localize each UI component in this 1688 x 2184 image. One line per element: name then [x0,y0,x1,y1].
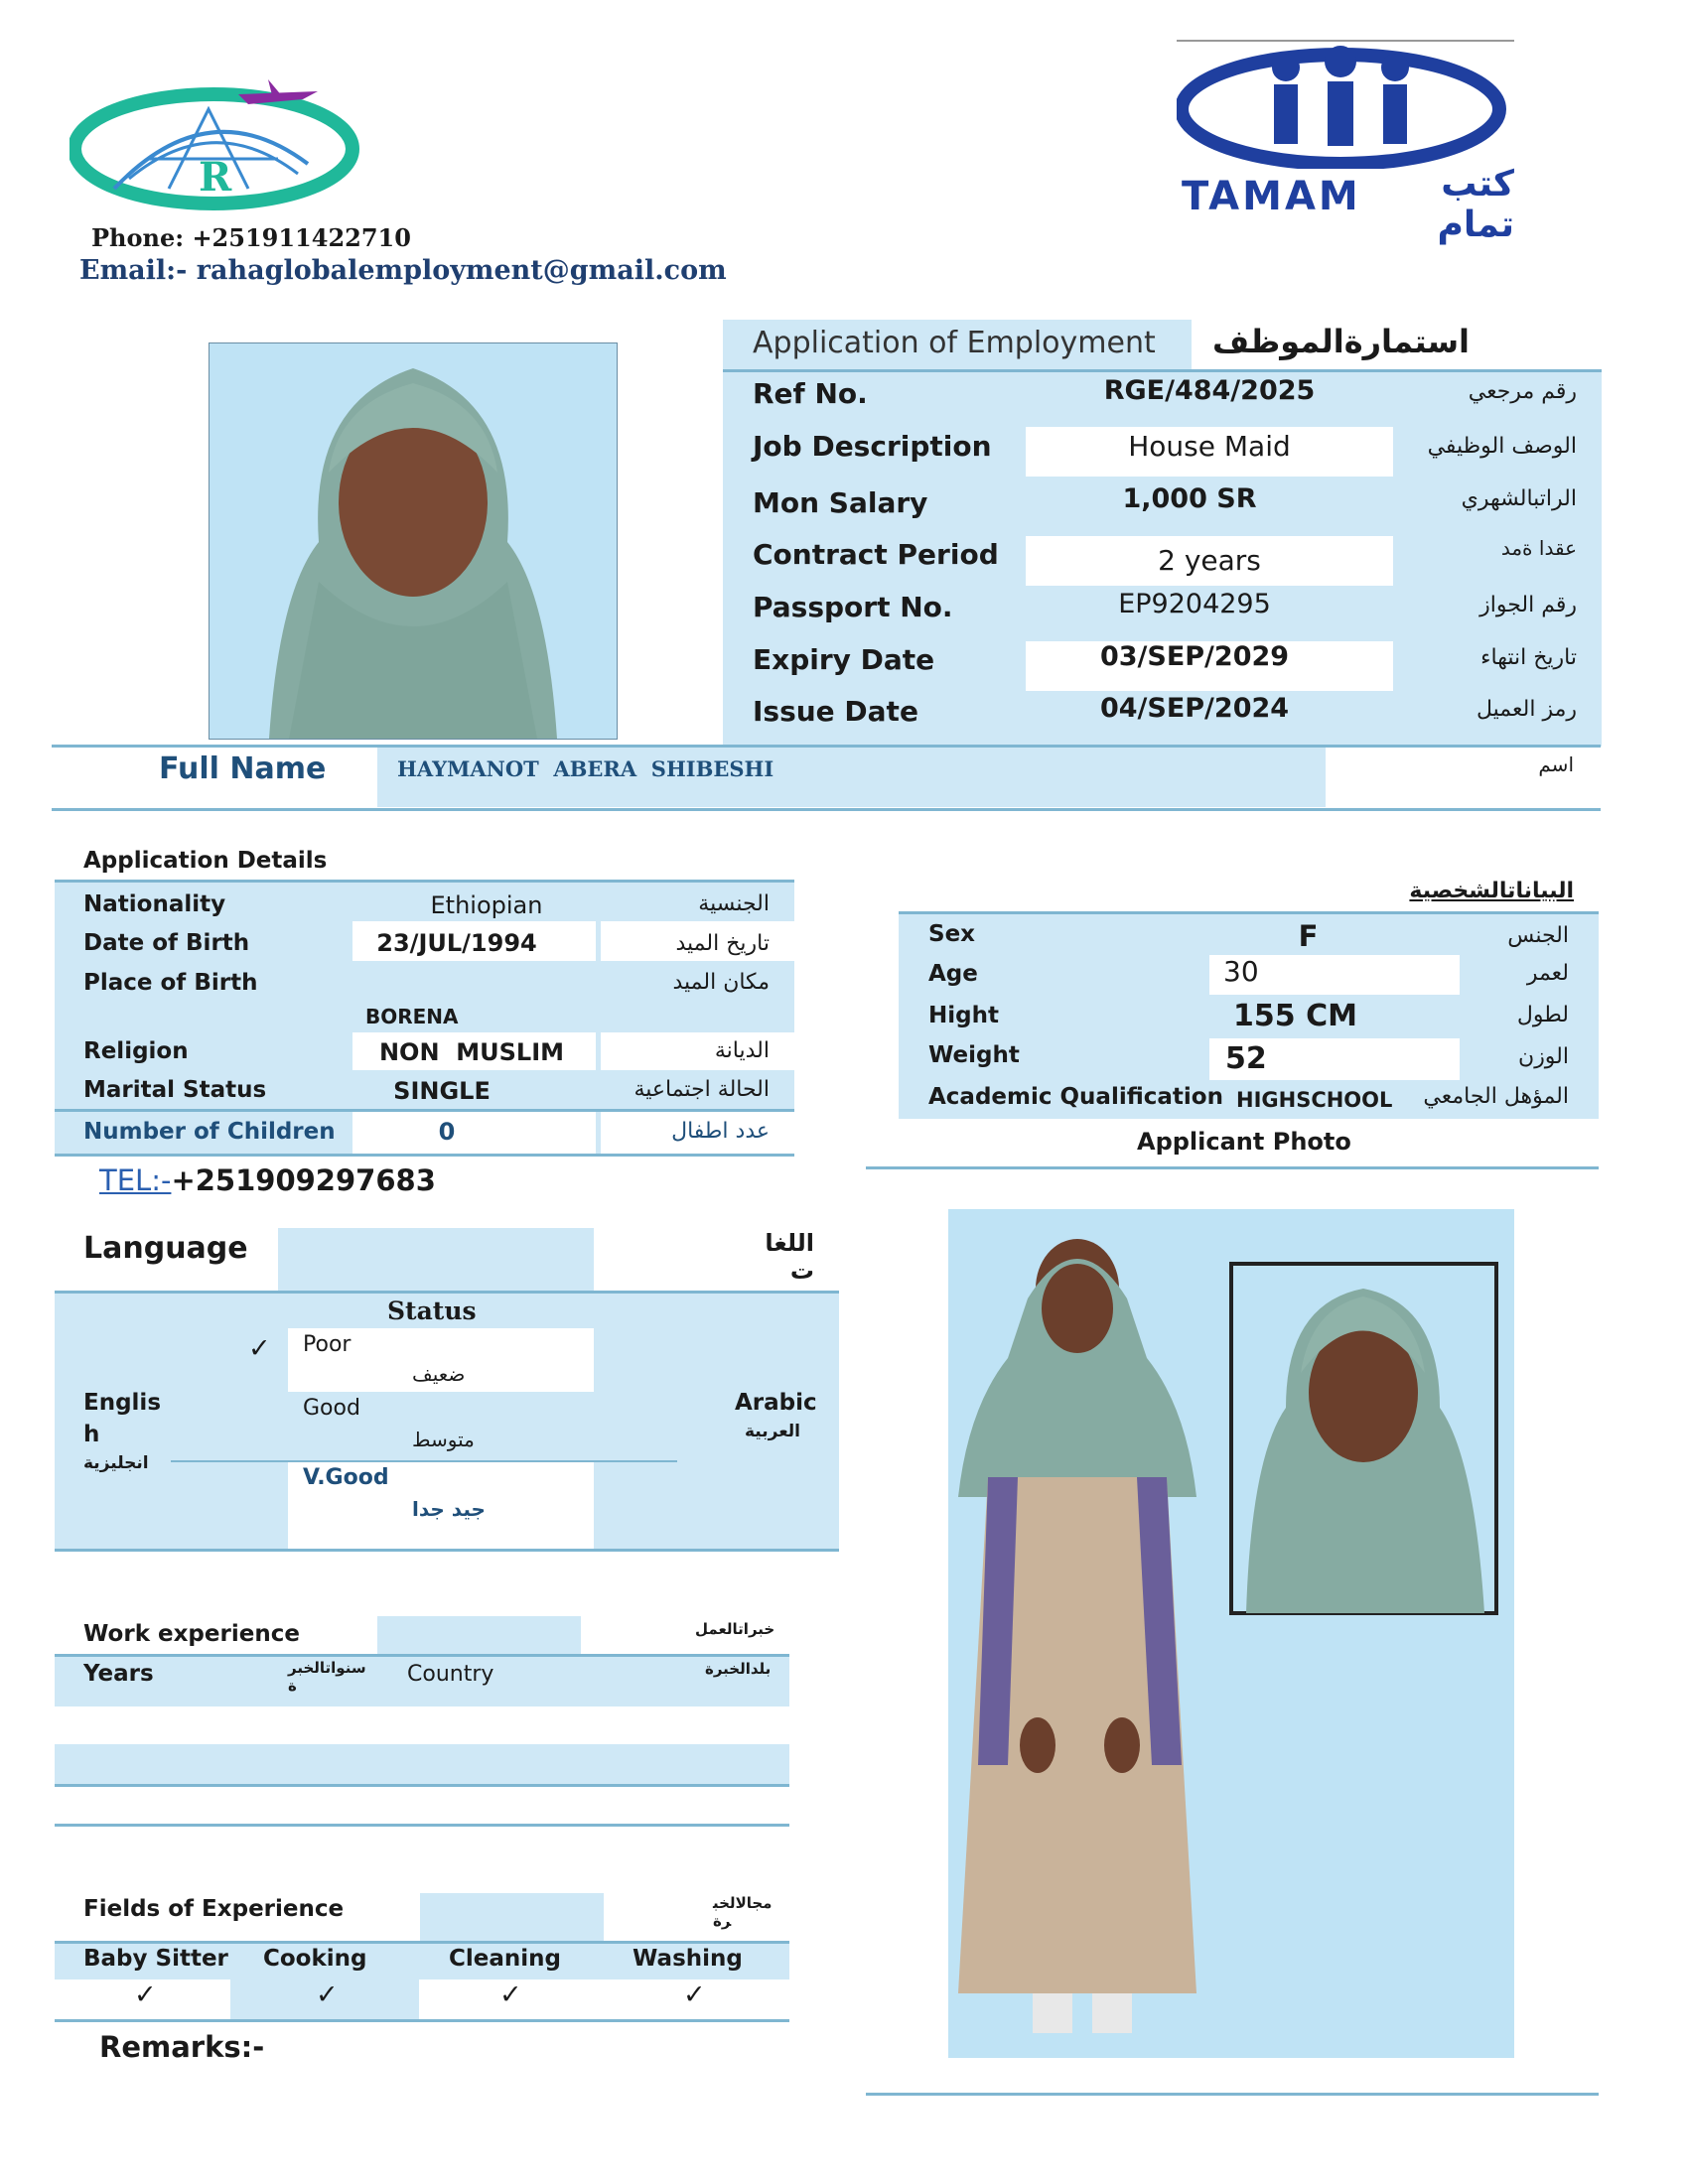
language-bottom-rule [55,1549,839,1552]
applicant-photo-label: Applicant Photo [1137,1128,1351,1156]
years-ar: سنواتالخبرة [288,1659,366,1695]
issue-value: 04/SEP/2024 [1099,693,1290,724]
religion-value: NON MUSLIM [378,1038,565,1066]
fullname-ar: اسم [1538,752,1574,776]
dob-label: Date of Birth [83,930,250,956]
level-vgood-ar: جيد جدا [412,1497,486,1521]
raha-logo [70,69,367,218]
field-washing: Washing [633,1946,743,1972]
fields-bottom-rule [55,2019,789,2022]
academic-ar: المؤهل الجامعي [1423,1084,1569,1109]
weight-value: 52 [1225,1041,1267,1076]
english-label-1: Englis [83,1390,162,1416]
issue-ar: رمز العميل [1477,697,1577,722]
tel-line [99,1163,436,1197]
tel-prefix[interactable]: TEL:- [99,1163,172,1197]
dob-value: 23/JUL/1994 [376,929,537,957]
phone-text: Phone: +251911422710 [91,223,411,252]
status-header: Status [387,1297,477,1325]
country-ar: بلدالخبرة [705,1660,772,1678]
children-value: 0 [438,1118,456,1146]
fullname-label: Full Name [159,751,327,786]
salary-value: 1,000 SR [1122,483,1257,514]
marital-ar: الحالة اجتماعية [633,1077,770,1102]
level-good-ar: متوسط [412,1428,475,1451]
tamam-logo-arabic: كتب تمام [1437,164,1514,245]
arabic-ar: العربية [745,1422,801,1441]
expiry-ar: تاريخ انتهاء [1480,645,1577,670]
age-ar: لعمر [1526,961,1569,986]
academic-label: Academic Qualification [928,1084,1223,1110]
marital-value: SINGLE [393,1077,491,1105]
ref-value: RGE/484/2025 [1103,375,1316,406]
sex-ar: الجنس [1507,923,1569,948]
expiry-value: 03/SEP/2029 [1099,641,1290,672]
field-cleaning: Cleaning [449,1946,561,1972]
job-ar: الوصف الوظيفي [1427,434,1577,459]
children-ar: عدد اطفال [671,1119,770,1144]
salary-ar: الراتبالشهري [1461,486,1577,511]
level-good: Good [303,1396,360,1421]
age-label: Age [928,961,978,987]
applicant-photo-rule [866,1166,1599,1169]
religion-ar: الديانة [714,1038,770,1063]
arabic-label: Arabic [735,1390,817,1416]
details-bottom-rule [55,1154,794,1157]
contract-label: Contract Period [753,538,999,571]
issue-label: Issue Date [753,695,918,728]
photo-bottom-rule [866,2093,1599,2096]
fields-title-band [420,1893,604,1943]
height-label: Hight [928,1003,999,1028]
work-row-rule-1 [55,1784,789,1787]
details-title: Application Details [83,848,328,874]
ref-ar: رقم مرجعي [1468,379,1577,404]
nationality-ar: الجنسية [698,891,770,916]
salary-label: Mon Salary [753,486,928,519]
contract-value: 2 years [1158,544,1261,577]
work-title-ar: خبراتالعمل [695,1620,775,1638]
weight-ar: الوزن [1518,1044,1569,1069]
english-ar: انجليزية [83,1453,149,1473]
cleaning-check-icon: ✓ [499,1979,522,2010]
tel-number: +251909297683 [171,1163,436,1197]
pob-label: Place of Birth [83,970,258,996]
nationality-label: Nationality [83,891,226,917]
cooking-check-icon: ✓ [316,1979,339,2010]
language-title-band [278,1228,594,1292]
portrait-photo [209,342,618,740]
work-title: Work experience [83,1621,300,1647]
children-label: Number of Children [83,1119,336,1145]
raha-logo-letter: R [199,154,232,201]
washing-check-icon: ✓ [683,1979,706,2010]
field-cooking: Cooking [263,1946,367,1972]
fullname-value: HAYMANOT ABERA SHIBESHI [397,756,774,781]
dob-ar: تاريخ الميد [675,931,770,956]
nationality-value: Ethiopian [430,891,543,919]
academic-value: HIGHSCHOOL [1236,1088,1393,1112]
tamam-logo [1177,40,1514,245]
applicant-photo [948,1209,1514,2058]
years-label: Years [83,1661,154,1687]
english-poor-check-icon: ✓ [248,1333,271,1364]
level-poor-ar: ضعيف [412,1362,466,1386]
height-ar: لطول [1516,1003,1569,1027]
language-title: Language [83,1231,248,1266]
language-title-ar: اللغات [765,1229,814,1285]
ref-label: Ref No. [753,377,868,410]
job-label: Job Description [753,430,992,463]
remarks-label: Remarks:- [99,2030,265,2064]
sex-value: F [1298,919,1319,953]
level-poor: Poor [303,1332,352,1357]
country-label: Country [407,1662,494,1687]
age-value: 30 [1223,955,1259,988]
passport-value: EP9204295 [1118,589,1271,619]
pob-value: BORENA [365,1005,459,1028]
height-value: 155 CM [1233,999,1357,1033]
details-rule-marital [55,1109,794,1112]
sex-label: Sex [928,921,975,947]
fields-title-ar: مجالالخبرة [713,1894,773,1930]
contract-ar: عقدا ةمد [1500,536,1577,560]
pob-ar: مكان الميد [672,970,770,995]
field-baby-sitter: Baby Sitter [83,1946,228,1972]
work-title-band [377,1616,581,1654]
application-title: Application of Employment [753,326,1156,360]
tamam-logo-text: TAMAM [1182,174,1361,219]
work-row-1 [55,1744,789,1784]
passport-label: Passport No. [753,591,953,623]
personal-title-ar: البياناتالشخصية [1409,879,1574,903]
application-title-ar: استمارةالموظف [1211,323,1470,360]
email-text: Email:- rahaglobalemployment@gmail.com [79,255,727,286]
baby-sitter-check-icon: ✓ [134,1979,157,2010]
expiry-label: Expiry Date [753,643,935,676]
religion-label: Religion [83,1038,189,1064]
fullname-bottom-rule [52,808,1601,811]
work-row-rule-2 [55,1824,789,1827]
job-value: House Maid [1128,430,1291,463]
marital-label: Marital Status [83,1077,267,1103]
level-vgood: V.Good [303,1465,389,1490]
fields-title: Fields of Experience [83,1896,345,1922]
language-mid-rule [171,1460,677,1462]
english-label-2: h [83,1422,100,1447]
passport-ar: رقم الجواز [1479,593,1577,617]
weight-label: Weight [928,1042,1020,1068]
